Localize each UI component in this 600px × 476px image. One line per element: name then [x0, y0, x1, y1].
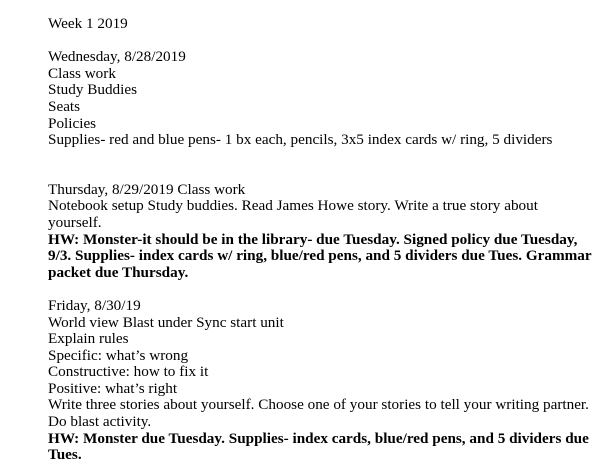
spacer [48, 149, 588, 182]
thursday-date: Thursday, 8/29/2019 Class work [48, 180, 246, 198]
spacer [48, 33, 588, 50]
spacer [48, 281, 588, 298]
friday-item: World view Blast under Sync start unit [48, 313, 284, 331]
wednesday-item: Seats [48, 97, 81, 115]
wednesday-item: Class work [48, 64, 116, 82]
thursday-homework: packet due Thursday. [48, 263, 189, 281]
thursday-homework: 9/3. Supplies- index cards w/ ring, blue/red pens, and 5 dividers due Tues. Grammar [48, 247, 592, 265]
thursday-notes: yourself. [48, 213, 102, 231]
friday-writing: Write three stories about yourself. Choose one of your stories to tell your writing partner. [48, 396, 589, 414]
thursday-notes: Notebook setup Study buddies. Read James Howe story. Write a true story about [48, 197, 538, 215]
document-title: Week 1 2019 [48, 15, 128, 32]
friday-item: Specific: what’s wrong [48, 346, 189, 364]
friday-item: Explain rules [48, 330, 129, 348]
friday-homework: HW: Monster due Tuesday. Supplies- index cards, blue/red pens, and 5 dividers due [48, 429, 589, 447]
thursday-homework: HW: Monster-it should be in the library- due Tuesday. Signed policy due Tuesday, [48, 230, 578, 248]
friday-section [48, 298, 588, 464]
wednesday-item: Policies [48, 114, 97, 132]
friday-homework: Tues. [48, 446, 82, 464]
friday-writing: Do blast activity. [48, 413, 152, 431]
wednesday-supplies: Supplies- red and blue pens- 1 bx each, pencils, 3x5 index cards w/ ring, 5 dividers [48, 131, 553, 149]
friday-date: Friday, 8/30/19 [48, 296, 141, 314]
friday-item: Constructive: how to fix it [48, 363, 209, 381]
thursday-section [48, 180, 592, 282]
wednesday-item: Study Buddies [48, 81, 138, 99]
wednesday-section [48, 49, 588, 149]
friday-item: Positive: what’s right [48, 379, 178, 397]
wednesday-date: Wednesday, 8/28/2019 [48, 48, 186, 66]
document-page [48, 15, 592, 464]
